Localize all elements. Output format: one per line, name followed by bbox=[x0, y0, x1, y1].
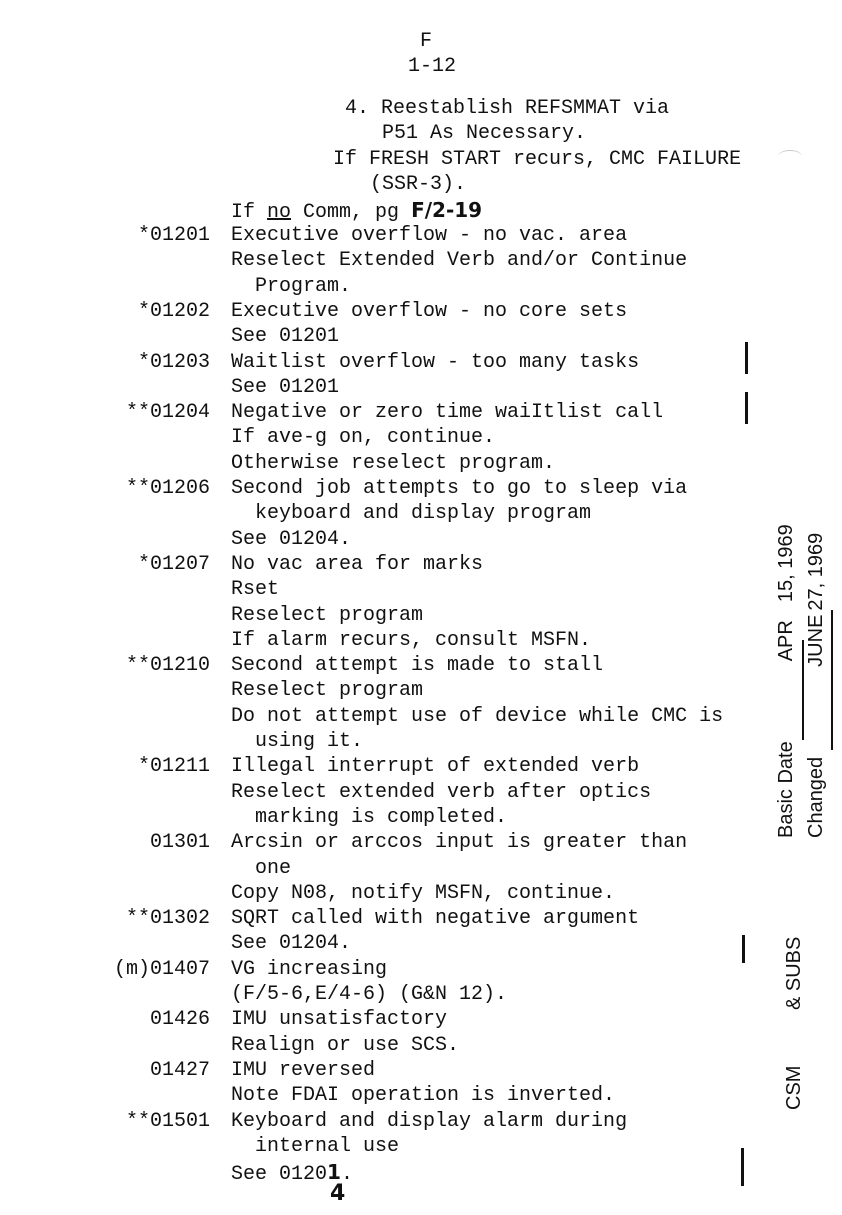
alarm-code: 01426 bbox=[149, 1008, 210, 1032]
alarm-text: Realign or use SCS. bbox=[231, 1033, 460, 1057]
alarm-text: Arcsin or arccos input is greater than bbox=[231, 831, 688, 855]
alarm-code: *01202 bbox=[137, 299, 210, 323]
alarm-text: Executive overflow - no vac. area bbox=[231, 224, 628, 247]
alarm-text-line bbox=[231, 477, 687, 501]
page-number: 1-12 bbox=[408, 55, 457, 78]
alarm-text-line bbox=[231, 300, 627, 324]
basic-date-month: APR bbox=[775, 620, 797, 662]
alarm-code: *01203 bbox=[137, 350, 210, 374]
no-comm-suffix: Comm, pg bbox=[291, 201, 412, 224]
alarm-text: using it. bbox=[231, 730, 364, 753]
alarm-code: **01210 bbox=[125, 654, 210, 678]
alarm-text: one bbox=[231, 856, 292, 880]
alarm-text: marking is completed. bbox=[231, 805, 508, 829]
alarm-text-line bbox=[231, 553, 483, 577]
alarm-code: *01201 bbox=[137, 224, 210, 247]
alarm-text-line bbox=[231, 1059, 375, 1083]
alarm-text-line bbox=[231, 325, 339, 349]
alarm-text-line bbox=[231, 578, 279, 602]
changed-rest: 27, 1969 bbox=[805, 532, 827, 611]
alarm-text-line bbox=[231, 1034, 459, 1058]
alarm-text: (F/5-6,E/4-6) (G&N 12). bbox=[231, 983, 508, 1006]
changed-label: Changed bbox=[805, 756, 827, 838]
alarm-text: IMU unsatisfactory bbox=[231, 1008, 448, 1032]
alarm-code: **01501 bbox=[125, 1109, 210, 1133]
change-bar bbox=[745, 342, 748, 374]
alarm-text: Waitlist overflow - too many tasks bbox=[231, 350, 640, 374]
alarm-code: **01204 bbox=[125, 401, 210, 425]
alarm-text: Otherwise reselect program. bbox=[231, 451, 556, 475]
changed-month: JUNE bbox=[805, 614, 827, 667]
alarm-text-line bbox=[231, 249, 687, 273]
alarm-text: Rset bbox=[231, 578, 280, 602]
alarm-text-line bbox=[231, 932, 351, 956]
alarm-text-line bbox=[231, 907, 639, 931]
changed-line bbox=[805, 533, 828, 838]
alarm-text-line bbox=[231, 401, 663, 425]
alarm-code: *01207 bbox=[137, 552, 210, 576]
alarm-text-line bbox=[231, 755, 639, 779]
basic-date-line bbox=[775, 524, 798, 838]
alarm-text-line bbox=[231, 452, 555, 476]
fresh-start-line-2: (SSR-3). bbox=[370, 173, 467, 196]
alarm-code: **01302 bbox=[125, 907, 210, 931]
alarm-text: Negative or zero time waiItlist call bbox=[231, 401, 664, 425]
alarm-text: Executive overflow - no core sets bbox=[231, 299, 628, 323]
handwritten-digit: 1 bbox=[327, 1160, 341, 1185]
alarm-text-line bbox=[231, 1008, 447, 1032]
alarm-text: See 01201 bbox=[231, 375, 340, 399]
csm-label: CSM bbox=[783, 1065, 805, 1110]
alarm-text-line bbox=[231, 730, 363, 754]
alarm-text: Illegal interrupt of extended verb bbox=[231, 755, 640, 779]
alarm-text: See 01204. bbox=[231, 932, 352, 956]
alarm-text-line bbox=[231, 1084, 615, 1108]
alarm-text: Do not attempt use of device while CMC is bbox=[231, 704, 724, 728]
alarm-text: Reselect program bbox=[231, 679, 424, 703]
alarm-text: VG increasing bbox=[231, 957, 388, 981]
alarm-text-line bbox=[231, 629, 591, 653]
alarm-text: Copy N08, notify MSFN, continue. bbox=[231, 881, 616, 905]
alarm-text-line bbox=[231, 528, 351, 552]
alarm-text-line bbox=[231, 426, 495, 450]
step-4-line-1: 4. Reestablish REFSMMAT via bbox=[345, 97, 670, 120]
alarm-text: keyboard and display program bbox=[231, 502, 592, 526]
alarm-text: Reselect program bbox=[231, 603, 424, 627]
subs-label: & SUBS bbox=[783, 936, 805, 1010]
alarm-text-line bbox=[231, 654, 603, 678]
alarm-text-line bbox=[231, 958, 387, 982]
alarm-text: SQRT called with negative argument bbox=[231, 907, 640, 931]
alarm-text-line bbox=[231, 705, 723, 729]
no-comm-underlined: no bbox=[267, 201, 292, 224]
alarm-text: If alarm recurs, consult MSFN. bbox=[231, 628, 592, 652]
alarm-text: Note FDAI operation is inverted. bbox=[231, 1084, 616, 1108]
alarm-text-line bbox=[231, 224, 627, 248]
change-bar bbox=[741, 1148, 744, 1186]
no-comm-page-ref: F/2-19 bbox=[411, 198, 483, 222]
alarm-text-line bbox=[231, 1135, 399, 1159]
alarm-text: No vac area for marks bbox=[231, 552, 484, 576]
alarm-text: See 0120 bbox=[231, 1163, 328, 1187]
alarm-text: IMU reversed bbox=[231, 1058, 376, 1082]
alarm-text-line bbox=[231, 857, 291, 881]
alarm-text-line bbox=[231, 781, 651, 805]
alarm-text-line bbox=[231, 983, 507, 1007]
changed-underline bbox=[831, 610, 833, 750]
alarm-text-line bbox=[231, 351, 639, 375]
alarm-text-line bbox=[231, 679, 423, 703]
alarm-text: Reselect extended verb after optics bbox=[231, 780, 652, 804]
page-footer-mark: 4 bbox=[330, 1181, 346, 1206]
alarm-text: See 01204. bbox=[231, 527, 352, 551]
alarm-text-suffix: . bbox=[340, 1163, 353, 1187]
alarm-text: Program. bbox=[231, 274, 352, 298]
page-edge-mark bbox=[778, 150, 802, 163]
alarm-text: See 01201 bbox=[231, 325, 340, 349]
alarm-code: *01211 bbox=[137, 755, 210, 779]
alarm-text-line bbox=[231, 376, 339, 400]
fresh-start-line-1: If FRESH START recurs, CMC FAILURE bbox=[333, 148, 742, 171]
alarm-text: Second attempt is made to stall bbox=[231, 654, 604, 678]
alarm-text-line bbox=[231, 882, 615, 906]
alarm-code: 01301 bbox=[149, 831, 210, 855]
basic-date-label: Basic Date bbox=[775, 741, 797, 838]
alarm-text: Reselect Extended Verb and/or Continue bbox=[231, 249, 688, 273]
alarm-text-line bbox=[231, 806, 507, 830]
no-comm-line bbox=[231, 198, 482, 225]
section-letter: F bbox=[420, 30, 433, 53]
change-bar bbox=[742, 935, 745, 963]
alarm-code: **01206 bbox=[125, 477, 210, 500]
alarm-text: Keyboard and display alarm during bbox=[231, 1109, 628, 1133]
alarm-text-line bbox=[231, 502, 591, 526]
change-bar bbox=[745, 392, 748, 424]
alarm-text: Second job attempts to go to sleep via bbox=[231, 477, 688, 500]
alarm-text: If ave-g on, continue. bbox=[231, 426, 496, 450]
no-comm-prefix: If bbox=[231, 201, 268, 224]
alarm-text-line bbox=[231, 831, 687, 855]
alarm-text-line bbox=[231, 1110, 627, 1134]
alarm-text-line bbox=[231, 604, 423, 628]
alarm-code: 01427 bbox=[149, 1058, 210, 1082]
step-4-line-2: P51 As Necessary. bbox=[382, 122, 587, 145]
alarm-text-line bbox=[231, 275, 351, 299]
basic-date-rest: 15, 1969 bbox=[775, 524, 797, 603]
alarm-code: (m)01407 bbox=[113, 957, 210, 981]
alarm-text: internal use bbox=[231, 1134, 400, 1158]
basic-date-underline bbox=[802, 640, 804, 740]
